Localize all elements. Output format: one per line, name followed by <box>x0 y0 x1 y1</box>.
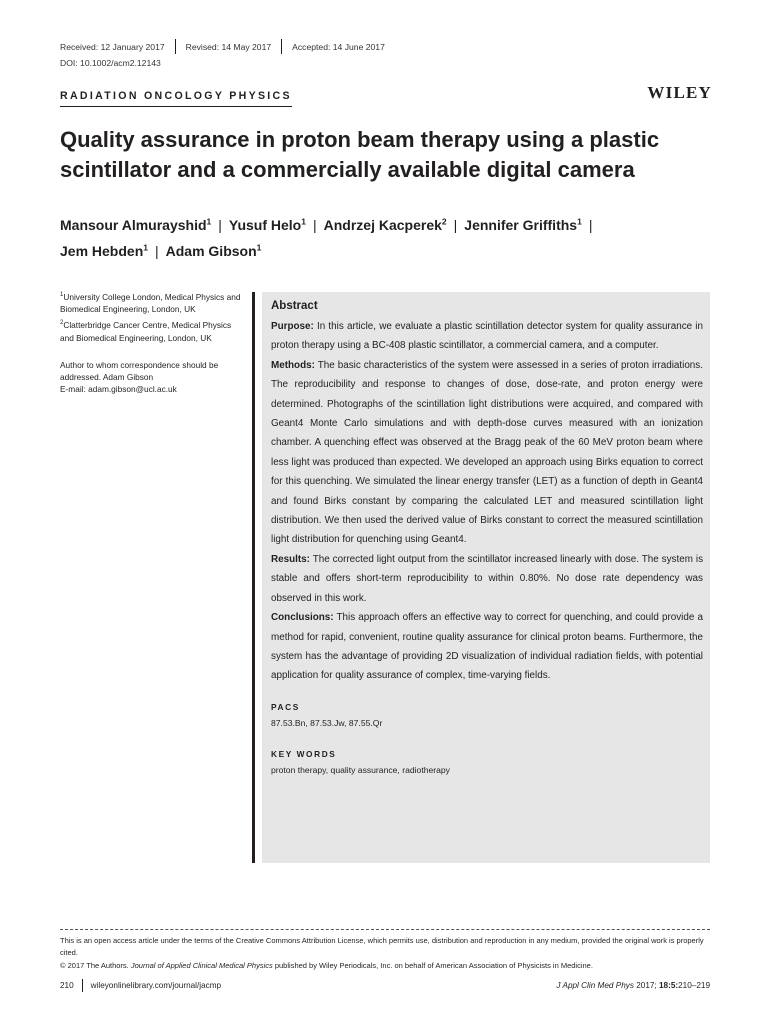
abstract-heading: Abstract <box>271 300 318 312</box>
footnote-divider <box>60 929 710 930</box>
page-footer <box>60 979 710 992</box>
keywords-heading: KEY WORDS <box>271 748 337 759</box>
citation: J Appl Clin Med Phys 2017; 18:5:210–219 <box>556 981 710 990</box>
revised-date: Revised: 14 May 2017 <box>185 41 272 52</box>
abstract-results: Results: The corrected light output from the scintillator increased linearly with dose. The system is stable and offers short-term reproducibility to within 0.80%. No dose rate dependency was observed in this work. <box>271 553 704 604</box>
author[interactable]: Jem Hebden$^1$ <box>60 242 148 259</box>
author[interactable]: Jennifer Griffiths$^1$ <box>464 216 582 233</box>
accepted-date: Accepted: 14 June 2017 <box>292 41 385 52</box>
received-date: Received: 12 January 2017 <box>60 41 165 52</box>
section-label: RADIATION ONCOLOGY PHYSICS <box>60 90 292 107</box>
abstract-methods: Methods: The basic characteristics of the system were assessed in a series of proton irradiations. The reproducibility and response to changes of dose, dose-rate, and proton energy were determined. Photographs of the scintillation light distributions were acquired, and compared with Geant4 Monte Carlo simulations and with depth-dose curves measured with an ionization chamber. A quenching effect was observed at the Bragg peak of the 60 MeV proton beam where less light was produced than expected. We developed an approach using Birks equation to correct for this quenching. We simulated the linear energy transfer (LET) as a function of depth in Geant4 and found Birks constant by comparing the calculated LET and measured scintillation light distribution. We then used the derived value of Birks constant to correct the measured scintillation light distribution for quenching using Geant4. <box>271 359 703 546</box>
author[interactable]: Adam Gibson$^1$ <box>165 242 262 259</box>
journal-url[interactable]: wileyonlinelibrary.com/journal/jacmp <box>90 981 222 990</box>
license-note: This is an open access article under the terms of the Creative Commons Attribution License, which permits use, distribution and reproduction in any medium, provided the original work is properly cited. © 2017 The Authors. Journal of Applied Clinical Medical Physics published by Wiley Periodicals, Inc. on behalf of American Association of Physicists in Medicine. <box>60 935 710 972</box>
divider <box>82 979 83 992</box>
article-dates <box>60 39 385 54</box>
page-number: 210 <box>60 981 74 990</box>
author[interactable]: Andrzej Kacperek$^2$ <box>323 216 447 233</box>
divider <box>281 39 282 54</box>
article-title: Quality assurance in proton beam therapy using a plastic scintillator and a commercially available digital camera <box>60 127 660 182</box>
pacs-codes: 87.53.Bn, 87.53.Jw, 87.55.Qr <box>271 717 383 728</box>
publisher-logo: WILEY <box>647 83 712 102</box>
copyright: © 2017 The Authors. Journal of Applied Clinical Medical Physics published by Wiley Periodicals, Inc. on behalf of American Association of Physicists in Medicine. <box>60 960 593 970</box>
affiliation: $^2$Clatterbridge Cancer Centre, Medical Physics and Biomedical Engineering, London, UK <box>60 320 232 343</box>
affiliation: $^1$University College London, Medical Physics and Biomedical Engineering, London, UK <box>60 292 241 315</box>
author[interactable]: Yusuf Helo$^1$ <box>228 216 306 233</box>
abstract-accent-bar <box>252 292 255 863</box>
email-link[interactable]: E-mail: adam.gibson@ucl.ac.uk <box>60 384 177 395</box>
abstract-conclusions: Conclusions: This approach offers an effective way to correct for quenching, and could provide a method for rapid, convenient, routine quality assurance for clinical proton beams. Furthermore, the system has the advantage of providing 2D visualization of individual radiation fields, with potential application for quality assurance of complex, time-varying fields. <box>271 612 703 682</box>
doi[interactable]: DOI: 10.1002/acm2.12143 <box>60 58 161 68</box>
divider <box>175 39 176 54</box>
author[interactable]: Mansour Almurayshid$^1$ <box>60 216 212 233</box>
affiliations <box>60 291 242 395</box>
author-list: Mansour Almurayshid$^1$ | Yusuf Helo$^1$ | Andrzej Kacperek$^2$ | Jennifer Griffiths$^1$ | Jem Hebden$^1$ | Adam Gibson$^1$ <box>60 216 593 259</box>
correspondence: Author to whom correspondence should be addressed. Adam Gibson E-mail: adam.gibson@ucl.ac.uk <box>60 359 242 396</box>
pacs-heading: PACS <box>271 701 300 712</box>
abstract <box>271 298 703 777</box>
keywords: proton therapy, quality assurance, radiotherapy <box>271 764 450 775</box>
abstract-purpose: Purpose: In this article, we evaluate a plastic scintillation detector system for quality assurance in proton therapy using a BC-408 plastic scintillator, a commercial camera, and a computer. <box>271 321 703 352</box>
